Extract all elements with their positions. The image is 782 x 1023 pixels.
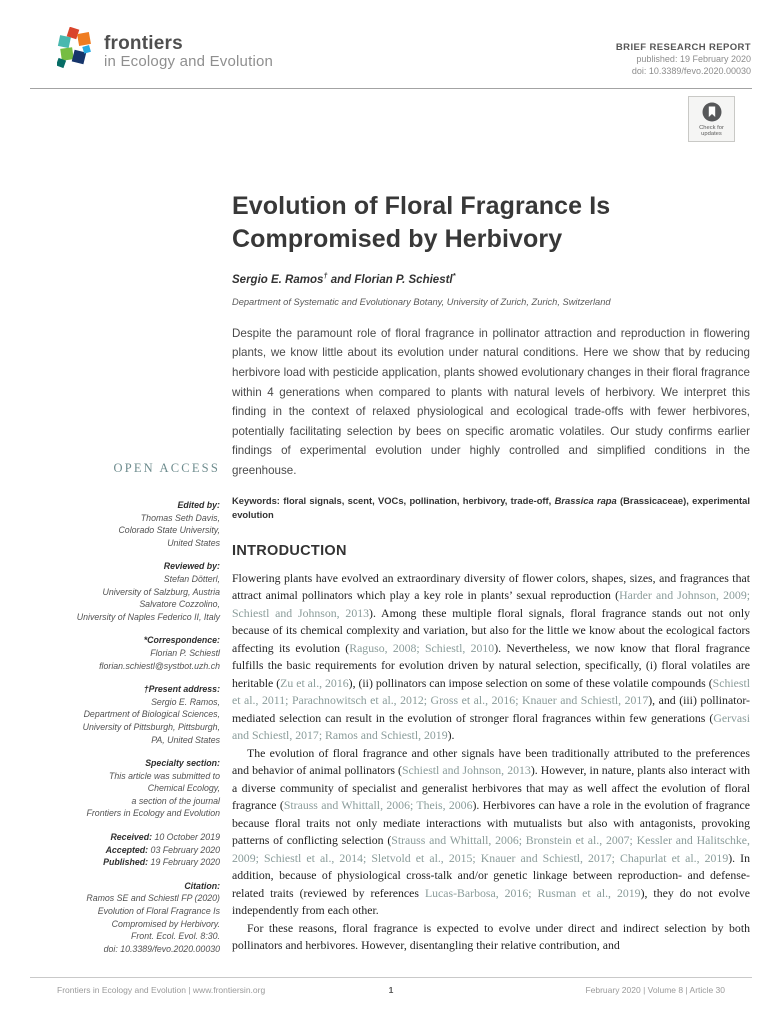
article-sidebar bbox=[40, 461, 220, 966]
sidebar-line: Salvatore Cozzolino, bbox=[139, 599, 220, 610]
check-for-updates-badge[interactable] bbox=[688, 96, 735, 142]
article-content bbox=[232, 190, 750, 955]
sidebar-line: Department of Biological Sciences, bbox=[83, 709, 220, 720]
sidebar-line: Published: 19 February 2020 bbox=[103, 857, 220, 868]
body-paragraph: The evolution of floral fragrance and other signals have been traditionally attributed to the preferences and behavior of animal pollinators (Schiestl and Johnson, 2013). However, in nature, plants also interact with a diverse community of specialist and generalist herbivores that may as well affect the evolution of floral fragrance (Strauss and Whittall, 2006; Theis, 2006). Herbivores can have a role in the evolution of fragrance because floral traits not only mediate interactions with mutualists but also with antagonists, provoking patterns of conflicting selection (Strauss and Whittall, 2006; Bronstein et al., 2007; Kessler and Halitschke, 2009; Schiestl et al., 2014; Sletvold et al., 2015; Knauer and Schiestl, 2017; Chapurlat et al., 2019). In addition, because of physiological cross-talk and/or genetic linkage between reproduction- and defense-related traits (reviewed by references Lucas-Barbosa, 2016; Rusman et al., 2019), they do not evolve independently from each other. bbox=[232, 745, 751, 918]
journal-brand-name: frontiers bbox=[104, 33, 183, 54]
sidebar-line: United States bbox=[167, 537, 220, 548]
page-footer bbox=[30, 977, 752, 995]
abstract-text: Despite the paramount role of floral fragrance in pollinator attraction and reproduction in flowering plants, we know little about its evolution under natural conditions. Here we show that by reducing herbivore load with pesticide application, plants showed evolutionary changes in their floral fragrance within 4 generations when compared to plants with natural levels of herbivory. We interpret this finding in the context of relaxed physiological and ecological trade-offs with fewer herbivores, potentially facilitating selection by bees on specific aromatic volatiles. Our study confirms earlier findings of experimental evolution under highly controlled and simplified conditions in the greenhouse. bbox=[232, 326, 750, 477]
sidebar-section bbox=[40, 880, 220, 956]
sidebar-section bbox=[40, 499, 220, 549]
sidebar-section bbox=[40, 831, 220, 869]
sidebar-line: Reviewed by: bbox=[163, 561, 220, 572]
page-number: 1 bbox=[388, 985, 394, 995]
sidebar-sections bbox=[40, 499, 220, 955]
open-access-label: OPEN ACCESS bbox=[113, 461, 220, 475]
journal-brand-subtitle: in Ecology and Evolution bbox=[104, 53, 274, 70]
check-for-updates-label: Check for updates bbox=[699, 124, 724, 137]
sidebar-line: Citation: bbox=[184, 880, 220, 891]
authors-line: Sergio E. Ramos† and Florian P. Schiestl* bbox=[232, 271, 456, 286]
keywords-line: Keywords: floral signals, scent, VOCs, pollination, herbivory, trade-off, Brassica rapa (Brassicaceae), experimental evolution bbox=[232, 494, 750, 520]
body-paragraph: Flowering plants have evolved an extraordinary diversity of flower colors, shapes, sizes, and fragrances that attract animal pollinators which play a key role in plants’ sexual reproduction (Harder and Johnson, 2009; Schiestl and Johnson, 2013). Among these multiple floral signals, floral fragrance stands out not only because of its chemical complexity and variation, but also for the little we know about the ecological factors affecting its evolution (Raguso, 2008; Schiestl, 2010). Nevertheless, we now know that floral fragrance fulfills the basic requirements for evolution driven by natural selection, specifically, (i) floral volatiles are heritable (Zu et al., 2016), (ii) pollinators can impose selection on some of these volatile compounds (Schiestl et al., 2011; Parachnowitsch et al., 2012; Gross et al., 2016; Knauer and Schiestl, 2017), and (iii) pollinator-mediated selection can result in the evolution of stronger floral fragrances within few generations (Gervasi and Schiestl, 2017; Ramos and Schiestl, 2019). bbox=[232, 570, 751, 743]
body-paragraph: For these reasons, floral fragrance is expected to evolve under direct and indirect selection by both pollinators and herbivores. However, disentangling their relative contribution, and bbox=[232, 920, 750, 953]
sidebar-line: Specialty section: bbox=[145, 758, 220, 769]
sidebar-line: PA, United States bbox=[151, 734, 220, 745]
article-title: Evolution of Floral Fragrance Is Compromised by Herbivory bbox=[232, 192, 611, 253]
sidebar-line: Front. Ecol. Evol. 8:30. bbox=[131, 931, 220, 942]
sidebar-section bbox=[40, 757, 220, 820]
sidebar-line: University of Salzburg, Austria bbox=[102, 586, 220, 597]
doi-line: doi: 10.3389/fevo.2020.00030 bbox=[631, 65, 751, 76]
sidebar-line: Compromised by Herbivory. bbox=[111, 918, 220, 929]
sidebar-line: Frontiers in Ecology and Evolution bbox=[86, 808, 220, 819]
journal-brand bbox=[104, 27, 273, 74]
sidebar-line: a section of the journal bbox=[131, 795, 220, 806]
sidebar-line: Chemical Ecology, bbox=[147, 783, 220, 794]
sidebar-line: Thomas Seth Davis, bbox=[140, 512, 220, 523]
article-meta bbox=[616, 42, 751, 77]
sidebar-line: Received: 10 October 2019 bbox=[110, 832, 220, 843]
sidebar-line: †Present address: bbox=[143, 684, 220, 695]
sidebar-line: Florian P. Schiestl bbox=[150, 647, 220, 658]
frontiers-logo-icon bbox=[57, 27, 97, 74]
sidebar-line: Accepted: 03 February 2020 bbox=[105, 844, 220, 855]
footer-journal-url: Frontiers in Ecology and Evolution | www.frontiersin.org bbox=[57, 985, 266, 995]
published-date: published: 19 February 2020 bbox=[636, 54, 751, 64]
journal-header bbox=[57, 27, 273, 74]
sidebar-line: Evolution of Floral Fragrance Is bbox=[97, 906, 220, 917]
sidebar-line: University of Pittsburgh, Pittsburgh, bbox=[82, 721, 220, 732]
sidebar-section bbox=[40, 560, 220, 623]
introduction-heading: INTRODUCTION bbox=[232, 542, 347, 559]
sidebar-line: florian.schiestl@systbot.uzh.ch bbox=[99, 660, 220, 671]
sidebar-line: This article was submitted to bbox=[109, 770, 220, 781]
sidebar-line: Colorado State University, bbox=[118, 525, 220, 536]
footer-issue-info: February 2020 | Volume 8 | Article 30 bbox=[585, 985, 725, 995]
sidebar-line: Sergio E. Ramos, bbox=[151, 696, 220, 707]
sidebar-section bbox=[40, 634, 220, 672]
sidebar-line: University of Naples Federico II, Italy bbox=[76, 611, 220, 622]
header-divider bbox=[30, 88, 752, 89]
sidebar-line: Edited by: bbox=[177, 500, 220, 510]
bookmark-circle-icon bbox=[701, 101, 723, 123]
affiliation-line: Department of Systematic and Evolutionary Botany, University of Zurich, Zurich, Switzerland bbox=[232, 296, 611, 307]
sidebar-line: Stefan Dötterl, bbox=[163, 573, 220, 584]
sidebar-line: Ramos SE and Schiestl FP (2020) bbox=[86, 893, 220, 904]
sidebar-line: *Correspondence: bbox=[143, 635, 220, 646]
sidebar-line: doi: 10.3389/fevo.2020.00030 bbox=[103, 943, 220, 954]
sidebar-section bbox=[40, 683, 220, 746]
article-type-label: BRIEF RESEARCH REPORT bbox=[615, 42, 751, 53]
body-paragraphs bbox=[232, 570, 750, 955]
